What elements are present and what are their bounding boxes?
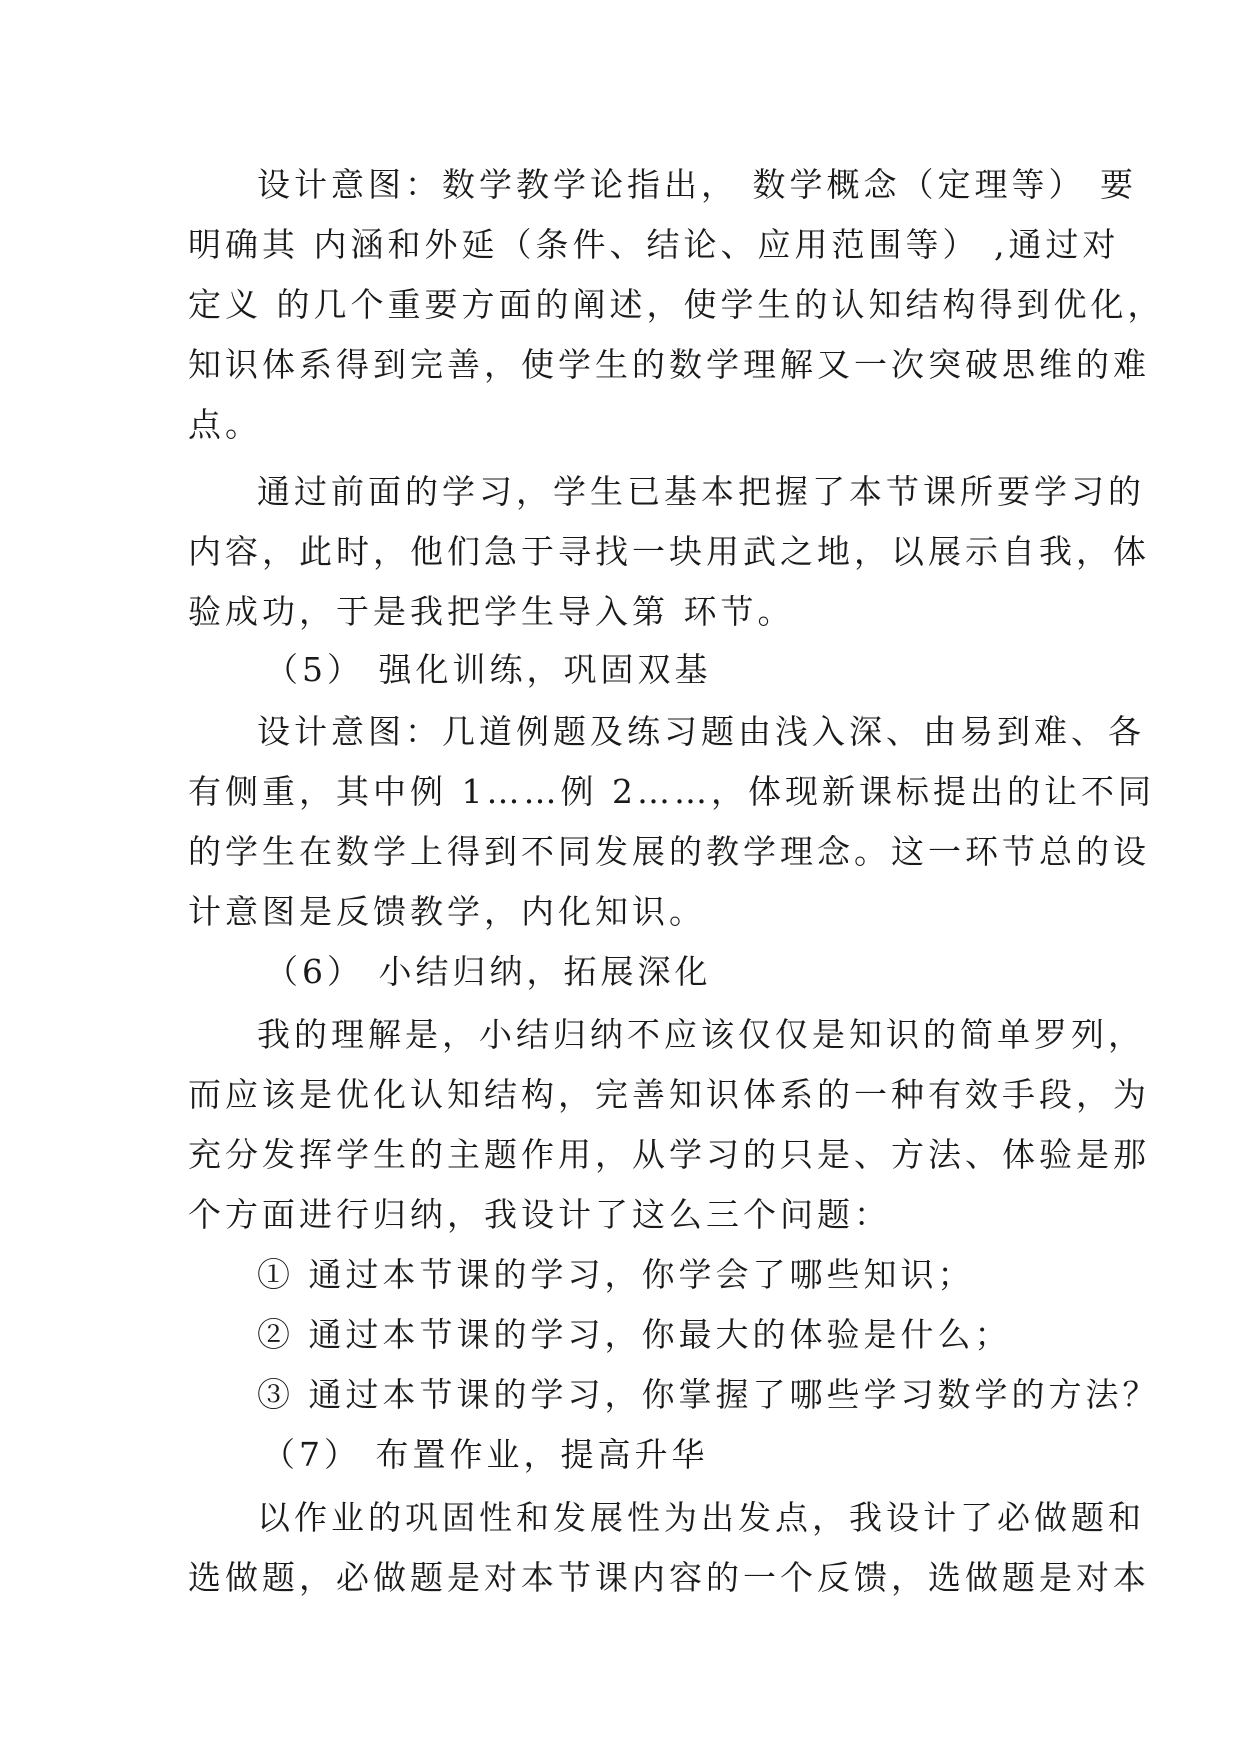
paragraph-transition-line-3: 验成功，于是我把学生导入第 环节。 xyxy=(188,592,795,631)
paragraph-design-intent-2-line-3: 的学生在数学上得到不同发展的教学理念。这一环节总的设 xyxy=(188,832,1150,871)
paragraph-design-intent-1-line-3: 定义 的几个重要方面的阐述，使学生的认知结构得到优化， xyxy=(188,285,1165,324)
section-heading-7: （7） 布置作业，提高升华 xyxy=(262,1435,709,1474)
paragraph-transition-line-1: 通过前面的学习，学生已基本把握了本节课所要学习的 xyxy=(257,472,1145,511)
paragraph-summary-line-1: 我的理解是，小结归纳不应该仅仅是知识的简单罗列， xyxy=(257,1015,1145,1054)
paragraph-design-intent-1-line-5: 点。 xyxy=(188,405,262,444)
paragraph-design-intent-1-line-4: 知识体系得到完善，使学生的数学理解又一次突破思维的难 xyxy=(188,345,1150,384)
question-list-item-1: ① 通过本节课的学习，你学会了哪些知识； xyxy=(257,1255,975,1294)
paragraph-transition-line-2: 内容，此时，他们急于寻找一块用武之地，以展示自我，体 xyxy=(188,532,1150,571)
paragraph-summary-line-3: 充分发挥学生的主题作用，从学习的只是、方法、体验是那 xyxy=(188,1135,1150,1174)
paragraph-design-intent-2-line-4: 计意图是反馈教学，内化知识。 xyxy=(188,892,706,931)
paragraph-summary-line-2: 而应该是优化认知结构，完善知识体系的一种有效手段，为 xyxy=(188,1075,1150,1114)
paragraph-design-intent-2-line-1: 设计意图：几道例题及练习题由浅入深、由易到难、各 xyxy=(257,712,1145,751)
paragraph-design-intent-1-line-2: 明确其 内涵和外延（条件、结论、应用范围等） ,通过对 xyxy=(188,225,1120,264)
paragraph-design-intent-2-line-2: 有侧重，其中例 1……例 2……，体现新课标提出的让不同 xyxy=(188,772,1155,811)
section-heading-5: （5） 强化训练，巩固双基 xyxy=(265,650,712,689)
section-heading-6: （6） 小结归纳，拓展深化 xyxy=(265,952,712,991)
paragraph-homework-line-2: 选做题，必做题是对本节课内容的一个反馈，选做题是对本 xyxy=(188,1558,1150,1597)
paragraph-design-intent-1-line-1: 设计意图：数学教学论指出， 数学概念（定理等） 要 xyxy=(257,165,1137,204)
question-list-item-2: ② 通过本节课的学习，你最大的体验是什么； xyxy=(257,1315,1012,1354)
paragraph-summary-line-4: 个方面进行归纳，我设计了这么三个问题： xyxy=(188,1195,891,1234)
question-list-item-3: ③ 通过本节课的学习，你掌握了哪些学习数学的方法？ xyxy=(257,1375,1160,1414)
paragraph-homework-line-1: 以作业的巩固性和发展性为出发点，我设计了必做题和 xyxy=(257,1498,1145,1537)
